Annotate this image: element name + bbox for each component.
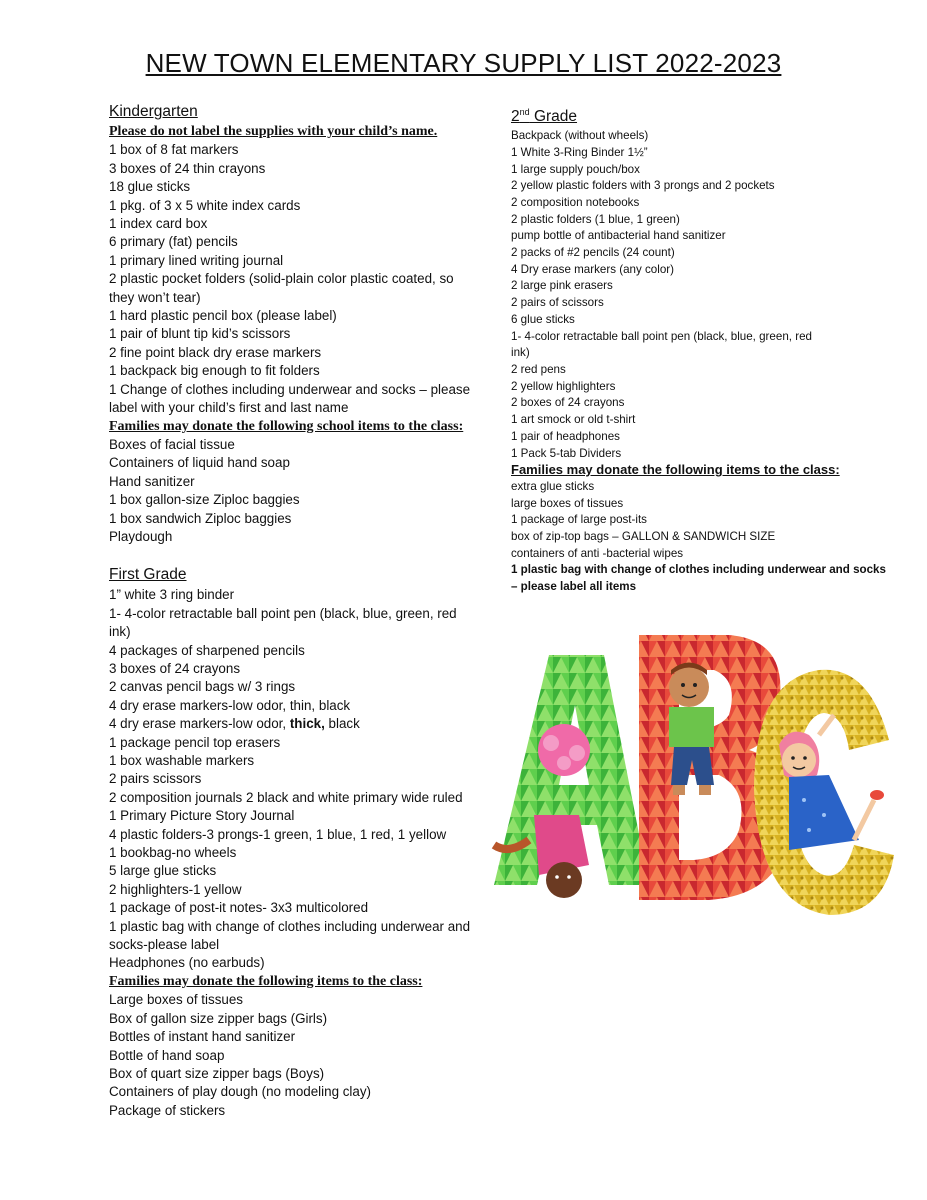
list-item: 2 boxes of 24 crayons (511, 396, 625, 410)
list-item: Large boxes of tissues (109, 992, 243, 1008)
list-item: Backpack (without wheels) (511, 129, 649, 143)
second-grade-donate-heading: Families may donate the following items to the class: (511, 462, 840, 478)
list-item: 6 primary (fat) pencils (109, 234, 238, 250)
list-item: 2 red pens (511, 363, 566, 376)
list-item: 1 art smock or old t-shirt (511, 413, 636, 427)
list-item: 2 canvas pencil bags w/ 3 rings (109, 679, 296, 695)
first-grade-donate-list (109, 991, 499, 1120)
list-item: ink) (109, 624, 131, 640)
list-item: Boxes of facial tissue (109, 436, 235, 452)
list-item: 1 hard plastic pencil box (please label) (109, 308, 337, 324)
list-item: 2 yellow plastic folders with 3 prongs and 2 pockets (511, 179, 775, 193)
second-grade-heading: 2nd Grade (511, 107, 578, 126)
list-item: 2 yellow highlighters (511, 379, 616, 393)
list-item: 4 packages of sharpened pencils (109, 642, 305, 658)
list-item: 6 glue sticks (511, 312, 575, 326)
kindergarten-list (109, 141, 499, 417)
list-item: Bottle of hand soap (109, 1047, 225, 1063)
list-item: 4 dry erase markers-low odor, thick, black (109, 716, 360, 732)
list-item: large boxes of tissues (511, 496, 624, 510)
list-item: 1 package pencil top erasers (109, 734, 281, 750)
list-item: 1 package of large post-its (511, 513, 647, 527)
list-item: 1 plastic bag with change of clothes including underwear and socks (511, 563, 886, 577)
list-item: 4 plastic folders-3 prongs-1 green, 1 blue, 1 red, 1 yellow (109, 826, 447, 842)
list-item: 1 Pack 5-tab Dividers (511, 446, 622, 460)
list-item: 1 Change of clothes including underwear and socks – please (109, 381, 471, 397)
list-item: Bottles of instant hand sanitizer (109, 1029, 296, 1045)
second-grade-donate-list (511, 479, 911, 563)
list-item: 2 packs of #2 pencils (24 count) (511, 246, 675, 260)
kindergarten-donate-list (109, 436, 499, 546)
list-item: 2 large pink erasers (511, 279, 613, 293)
list-item: 2 pairs of scissors (511, 296, 604, 310)
kindergarten-note: Please do not label the supplies with your child’s name. (109, 124, 438, 139)
list-item: 2 highlighters-1 yellow (109, 881, 242, 897)
list-item: Containers of play dough (no modeling clay) (109, 1084, 372, 1100)
list-item: Containers of liquid hand soap (109, 455, 290, 471)
list-item: 1 box sandwich Ziploc baggies (109, 510, 292, 526)
list-item: Box of quart size zipper bags (Boys) (109, 1065, 325, 1081)
list-item: 2 plastic folders (1 blue, 1 green) (511, 212, 680, 226)
list-item: Headphones (no earbuds) (109, 955, 265, 971)
list-item: 1 pkg. of 3 x 5 white index cards (109, 197, 301, 213)
list-item: Box of gallon size zipper bags (Girls) (109, 1010, 328, 1026)
list-item: pump bottle of antibacterial hand sanitizer (511, 229, 726, 243)
list-item: 1 box gallon-size Ziploc baggies (109, 492, 300, 508)
list-item: 1 index card box (109, 216, 208, 232)
list-item: socks-please label (109, 937, 220, 953)
list-item: 2 composition notebooks (511, 195, 640, 209)
list-item: 1 pair of blunt tip kid’s scissors (109, 326, 291, 342)
list-item: 1 White 3-Ring Binder 1½” (511, 145, 648, 159)
list-item: 4 Dry erase markers (any color) (511, 262, 674, 276)
list-item: 1 primary lined writing journal (109, 252, 284, 268)
right-column (511, 101, 911, 596)
list-item: 1- 4-color retractable ball point pen (black, blue, green, red (511, 329, 812, 343)
list-item: 1 bookbag-no wheels (109, 845, 237, 861)
second-grade-clothes-note (511, 562, 911, 595)
page-title: NEW TOWN ELEMENTARY SUPPLY LIST 2022-2023 (145, 48, 782, 78)
left-column (109, 101, 499, 1120)
list-item: 4 dry erase markers-low odor, thin, black (109, 697, 351, 713)
list-item: 1 large supply pouch/box (511, 162, 640, 176)
first-grade-list-continued (109, 734, 499, 973)
kindergarten-donate-heading: Families may donate the following school items to the class: (109, 418, 464, 434)
list-item: 1 box of 8 fat markers (109, 142, 239, 158)
list-item: 18 glue sticks (109, 179, 191, 195)
list-item: 1 package of post-it notes- 3x3 multicolored (109, 900, 369, 916)
list-item: 1 box washable markers (109, 753, 255, 768)
list-item: Playdough (109, 528, 173, 544)
list-item: they won’t tear) (109, 289, 201, 305)
list-item: 1 Primary Picture Story Journal (109, 808, 295, 824)
list-item: 1 backpack big enough to fit folders (109, 363, 320, 379)
first-grade-list (109, 586, 499, 715)
list-item: 1- 4-color retractable ball point pen (black, blue, green, red (109, 605, 457, 621)
second-grade-list (511, 128, 911, 462)
abc-kids-illustration (489, 625, 899, 925)
list-item: 2 plastic pocket folders (solid-plain color plastic coated, so (109, 271, 454, 287)
list-item: – please label all items (511, 580, 637, 594)
kindergarten-heading: Kindergarten (109, 103, 198, 120)
list-item: 3 boxes of 24 crayons (109, 660, 241, 676)
list-item: 1 pair of headphones (511, 429, 620, 443)
list-item: containers of anti -bacterial wipes (511, 546, 684, 560)
list-item: 5 large glue sticks (109, 863, 217, 879)
list-item: ink) (511, 346, 530, 360)
list-item: Package of stickers (109, 1102, 226, 1118)
list-item: Hand sanitizer (109, 473, 195, 489)
list-item: 1” white 3 ring binder (109, 587, 235, 603)
list-item: 2 composition journals 2 black and white primary wide ruled (109, 789, 463, 805)
list-item: extra glue sticks (511, 479, 595, 493)
list-item: box of zip-top bags – GALLON & SANDWICH SIZE (511, 530, 776, 544)
first-grade-donate-heading: Families may donate the following items to the class: (109, 973, 423, 989)
list-item: 2 fine point black dry erase markers (109, 344, 322, 360)
first-grade-heading: First Grade (109, 566, 187, 584)
list-item: 3 boxes of 24 thin crayons (109, 160, 266, 176)
list-item: label with your child’s first and last name (109, 400, 349, 416)
list-item: 1 plastic bag with change of clothes including underwear and (109, 918, 471, 934)
list-item: 2 pairs scissors (109, 771, 202, 787)
